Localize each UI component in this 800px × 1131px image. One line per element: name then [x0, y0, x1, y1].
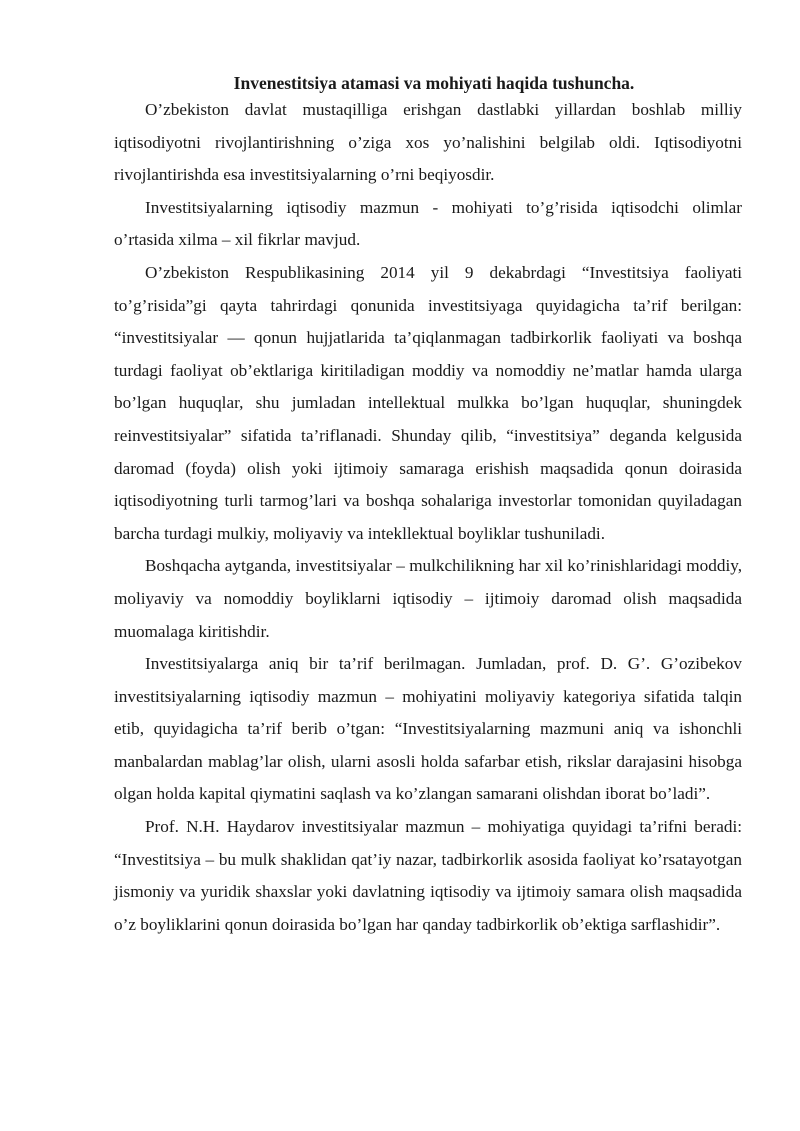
- document-body: [114, 72, 742, 941]
- paragraph-1: O’zbekiston davlat mustaqilliga erishgan dastlabki yillardan boshlab milliy iqtisodiyotni rivojlantirishning o’ziga xos yo’nalishini belgilab oldi. Iqtisodiyotni rivojlantirishda esa investitsiyalarning o’rni beqiyosdir.: [114, 100, 742, 185]
- paragraph-6: Prof. N.H. Haydarov investitsiyalar mazmun – mohiyatiga quyidagi ta’rifni beradi: “Investitsiya – bu mulk shaklidan qat’iy nazar, tadbirkorlik asosida faoliyat ko’rsatayotgan jismoniy va yuridik shaxslar yoki davlatning iqtisodiy va ijtimoiy samara olish maqsadida o’z boyliklarini qonun doirasida bo’lgan har qanday tadbirkorlik ob’ektiga sarflashidir”.: [114, 817, 742, 934]
- paragraph-4: Boshqacha aytganda, investitsiyalar – mulkchilikning har xil ko’rinishlaridagi moddiy, moliyaviy va nomoddiy boyliklarni iqtisodiy – ijtimoiy daromad olish maqsadida muomalaga kiritishdir.: [114, 556, 742, 641]
- paragraph-5: Investitsiyalarga aniq bir ta’rif berilmagan. Jumladan, prof. D. G’. G’ozibekov investitsiyalarning iqtisodiy mazmun – mohiyatini moliyaviy kategoriya sifatida talqin etib, quyidagicha ta’rif berib o’tgan: “Investitsiyalarning mazmuni aniq va ishonchli manbalardan mablag’lar olish, ularni asosli holda safarbar etish, rikslar darajasini hisobga olgan holda kapital qiymatini saqlash va ko’zlangan samarani olishdan iborat bo’ladi”.: [114, 654, 742, 804]
- paragraph-2: Investitsiyalarning iqtisodiy mazmun - mohiyati to’g’risida iqtisodchi olimlar o’rtasida xilma – xil fikrlar mavjud.: [114, 197, 742, 250]
- paragraph-3: O’zbekiston Respublikasining 2014 yil 9 dekabrdagi “Investitsiya faoliyati to’g’risida”gi qayta tahrirdagi qonunida investitsiyaga quyidagicha ta’rif berilgan: “investitsiyalar — qonun hujjatlarida ta’qiqlanmagan tadbirkorlik faoliyati va boshqa turdagi faoliyat ob’ektlariga kiritiladigan moddiy va nomoddiy ne’matlar hamda ularga bo’lgan huquqlar, shu jumladan intellektual mulkka bo’lgan huquqlar, shuningdek reinvestitsiyalar” sifatida ta’riflanadi. Shunday qilib, “investitsiya” deganda kelgusida daromad (foyda) olish yoki ijtimoiy samaraga erishish maqsadida qonun doirasida iqtisodiyotning turli tarmog’lari va boshqa sohalariga investorlar tomonidan quyiladagan barcha turdagi mulkiy, moliyaviy va intekllektual boyliklar tushuniladi.: [114, 262, 742, 543]
- document-title: Invenestitsiya atamasi va mohiyati haqida tushuncha.: [233, 73, 635, 93]
